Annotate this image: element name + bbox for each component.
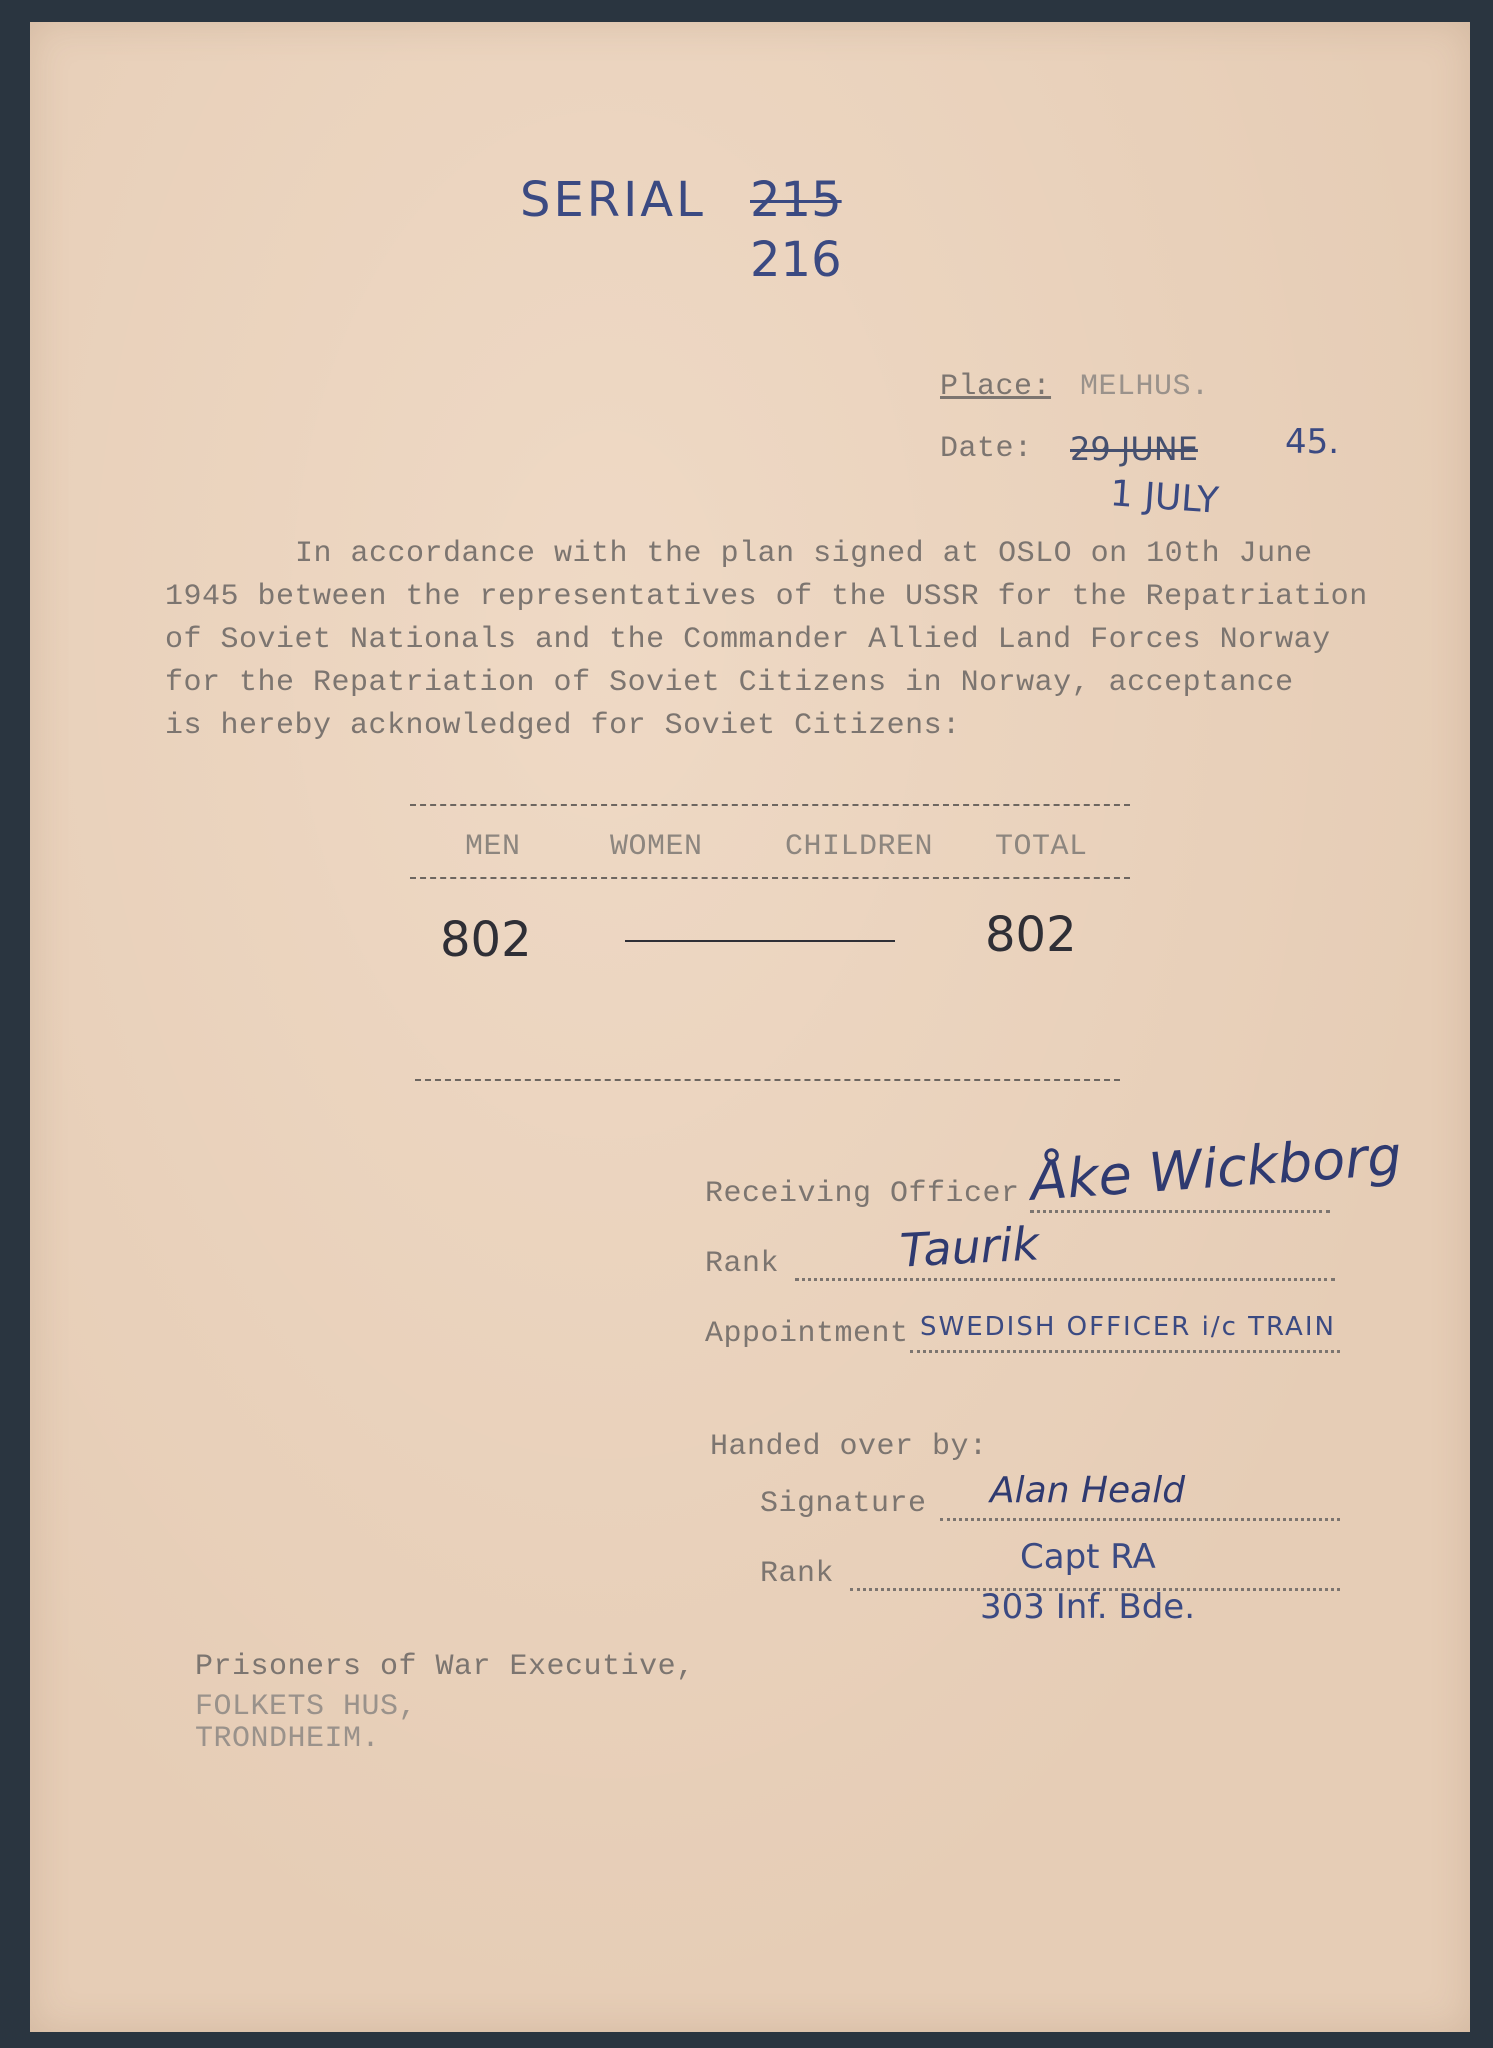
handed-signature-value: Alan Heald xyxy=(990,1470,1186,1511)
table-header-total: TOTAL xyxy=(995,830,1088,864)
appointment-value: SWEDISH OFFICER i/c TRAIN xyxy=(920,1312,1336,1342)
appointment-label: Appointment xyxy=(705,1317,909,1351)
handed-rank-value: Capt RA xyxy=(1020,1537,1156,1577)
table-header-rule xyxy=(410,877,1130,879)
total-count: 802 xyxy=(985,907,1077,963)
document-page xyxy=(30,22,1470,2032)
blank-dash xyxy=(625,940,895,942)
place-value: MELHUS. xyxy=(1080,370,1210,404)
table-top-rule xyxy=(410,804,1130,806)
table-header-women: WOMEN xyxy=(610,830,703,864)
handed-unit-value: 303 Inf. Bde. xyxy=(980,1587,1196,1627)
body-line-2: 1945 between the representatives of the USSR for the Repatriation xyxy=(165,580,1368,614)
date-year: 45. xyxy=(1285,422,1340,462)
footer-line-2: FOLKETS HUS, xyxy=(195,1690,418,1724)
handed-rank-label: Rank xyxy=(760,1557,835,1591)
footer-line-1: Prisoners of War Executive, xyxy=(195,1650,695,1684)
receiving-officer-dots xyxy=(1030,1210,1330,1213)
rank-label: Rank xyxy=(705,1247,780,1281)
table-header-men: MEN xyxy=(465,830,521,864)
serial-old-number: 215 xyxy=(750,172,842,228)
receiving-officer-signature: Åke Wickborg xyxy=(1028,1124,1404,1213)
appointment-dots xyxy=(910,1350,1340,1353)
date-old: 29 JUNE xyxy=(1070,430,1198,468)
serial-new-number: 216 xyxy=(750,232,842,288)
men-count: 802 xyxy=(440,912,532,968)
table-header-children: CHILDREN xyxy=(785,830,934,864)
table-bottom-rule xyxy=(415,1079,1120,1081)
place-label: Place: xyxy=(940,370,1052,404)
handed-signature-label: Signature xyxy=(760,1487,927,1521)
footer-line-3: TRONDHEIM. xyxy=(195,1722,381,1756)
receiving-officer-label: Receiving Officer xyxy=(705,1177,1020,1211)
date-new: 1 JULY xyxy=(1108,473,1220,522)
rank-value: Taurik xyxy=(898,1216,1041,1278)
serial-label: SERIAL xyxy=(520,172,706,228)
handed-over-label: Handed over by: xyxy=(710,1430,988,1464)
handed-signature-dots xyxy=(940,1518,1340,1521)
rank-dots xyxy=(795,1278,1335,1281)
body-line-3: of Soviet Nationals and the Commander Allied Land Forces Norway xyxy=(165,623,1331,657)
body-line-4: for the Repatriation of Soviet Citizens in Norway, acceptance xyxy=(165,666,1294,700)
body-line-1: In accordance with the plan signed at OSLO on 10th June xyxy=(295,537,1313,571)
body-line-5: is hereby acknowledged for Soviet Citizens: xyxy=(165,709,961,743)
date-label: Date: xyxy=(940,432,1033,466)
